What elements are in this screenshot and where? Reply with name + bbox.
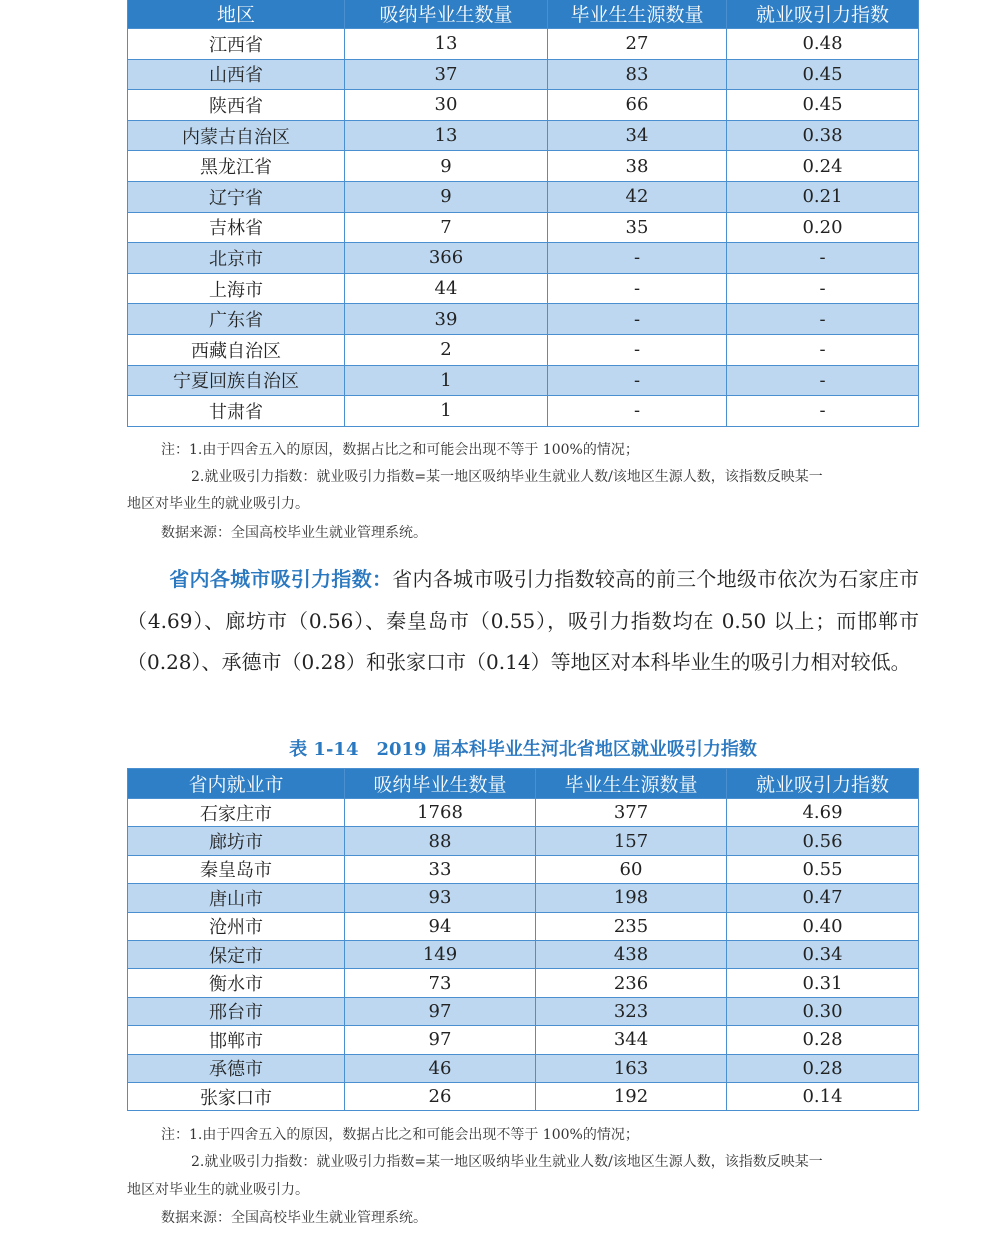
- column-header: 毕业生生源数量: [536, 769, 727, 799]
- table-cell: 34: [548, 120, 727, 151]
- table-cell: 邢台市: [128, 997, 345, 1025]
- table-row: [128, 120, 919, 151]
- table-row: [128, 799, 919, 827]
- paragraph-body: 省内各城市吸引力指数较高的前三个地级市依次为石家庄市（4.69）、廊坊市（0.56）、秦皇岛市（0.55），吸引力指数均在 0.50 以上；而邯郸市（0.28）、承德市（0.28）和张家口市（0.14）等地区对本科毕业生的吸引力相对较低。: [127, 567, 920, 674]
- table-cell: 沧州市: [128, 912, 345, 940]
- table-cell: 42: [548, 181, 727, 212]
- table-cell: 山西省: [128, 59, 345, 90]
- table-cell: 内蒙古自治区: [128, 120, 345, 151]
- table-cell: 39: [345, 304, 548, 335]
- table2-note-2: 2.就业吸引力指数：就业吸引力指数=某一地区吸纳毕业生就业人数/该地区生源人数，该指数反映某一: [191, 1154, 823, 1170]
- table-body: [128, 29, 919, 427]
- table-cell: 秦皇岛市: [128, 855, 345, 883]
- table-row: [128, 940, 919, 968]
- table-cell: 9: [345, 151, 548, 182]
- table-cell: 江西省: [128, 29, 345, 60]
- table-cell: 0.45: [727, 90, 919, 121]
- table-cell: 149: [345, 940, 536, 968]
- table-cell: 0.21: [727, 181, 919, 212]
- table-cell: 30: [345, 90, 548, 121]
- table-cell: 7: [345, 212, 548, 243]
- table-cell: -: [548, 396, 727, 427]
- table-cell: 上海市: [128, 273, 345, 304]
- table-cell: 46: [345, 1054, 536, 1082]
- table-cell: 344: [536, 1026, 727, 1054]
- table-cell: 0.47: [727, 884, 919, 912]
- hebei-city-attraction-table: [127, 768, 919, 1111]
- table-row: [128, 273, 919, 304]
- table-cell: 黑龙江省: [128, 151, 345, 182]
- table-cell: 衡水市: [128, 969, 345, 997]
- table-cell: 保定市: [128, 940, 345, 968]
- table-cell: 0.34: [727, 940, 919, 968]
- table-cell: 438: [536, 940, 727, 968]
- table-cell: 廊坊市: [128, 827, 345, 855]
- column-header: 省内就业市: [128, 769, 345, 799]
- table-cell: 0.38: [727, 120, 919, 151]
- table-cell: 73: [345, 969, 536, 997]
- table-cell: 163: [536, 1054, 727, 1082]
- table-row: [128, 365, 919, 396]
- table-cell: 宁夏回族自治区: [128, 365, 345, 396]
- table-cell: 0.14: [727, 1082, 919, 1110]
- table-row: [128, 884, 919, 912]
- table-header-row: [128, 0, 919, 29]
- table-row: [128, 243, 919, 274]
- table-header-row: [128, 769, 919, 799]
- table-cell: -: [548, 304, 727, 335]
- column-header: 吸纳毕业生数量: [345, 0, 548, 29]
- table-cell: 192: [536, 1082, 727, 1110]
- table-cell: 北京市: [128, 243, 345, 274]
- table-cell: 83: [548, 59, 727, 90]
- table-cell: 94: [345, 912, 536, 940]
- table-cell: -: [548, 243, 727, 274]
- table-cell: 93: [345, 884, 536, 912]
- table1-source: 数据来源：全国高校毕业生就业管理系统。: [161, 525, 427, 541]
- table-cell: 石家庄市: [128, 799, 345, 827]
- column-header: 地区: [128, 0, 345, 29]
- table-row: [128, 1054, 919, 1082]
- table-row: [128, 151, 919, 182]
- table-row: [128, 912, 919, 940]
- table-cell: 0.31: [727, 969, 919, 997]
- table-cell: 0.30: [727, 997, 919, 1025]
- table1-note-2: 2.就业吸引力指数：就业吸引力指数=某一地区吸纳毕业生就业人数/该地区生源人数，该指数反映某一: [191, 469, 823, 485]
- table-cell: 0.40: [727, 912, 919, 940]
- table-cell: 97: [345, 1026, 536, 1054]
- table-cell: 13: [345, 29, 548, 60]
- table-row: [128, 334, 919, 365]
- table-cell: 吉林省: [128, 212, 345, 243]
- table-row: [128, 90, 919, 121]
- table-cell: 13: [345, 120, 548, 151]
- table-cell: -: [727, 243, 919, 274]
- table-cell: 辽宁省: [128, 181, 345, 212]
- table-cell: 0.20: [727, 212, 919, 243]
- table-cell: 张家口市: [128, 1082, 345, 1110]
- table-cell: 甘肃省: [128, 396, 345, 427]
- table-cell: 邯郸市: [128, 1026, 345, 1054]
- column-header: 就业吸引力指数: [727, 769, 919, 799]
- table-cell: -: [727, 396, 919, 427]
- table-cell: 9: [345, 181, 548, 212]
- table2-note-1: 注：1.由于四舍五入的原因，数据占比之和可能会出现不等于 100%的情况；: [161, 1127, 639, 1143]
- table-cell: 1: [345, 365, 548, 396]
- table-cell: 97: [345, 997, 536, 1025]
- table-cell: -: [727, 365, 919, 396]
- table-cell: 377: [536, 799, 727, 827]
- table-cell: 广东省: [128, 304, 345, 335]
- table-cell: 27: [548, 29, 727, 60]
- table-cell: -: [548, 273, 727, 304]
- table-cell: 60: [536, 855, 727, 883]
- table2-caption: 表 1-14 2019 届本科毕业生河北省地区就业吸引力指数: [289, 739, 757, 760]
- table-row: [128, 59, 919, 90]
- table-row: [128, 1026, 919, 1054]
- table-cell: -: [727, 334, 919, 365]
- table-row: [128, 29, 919, 60]
- table-cell: 0.56: [727, 827, 919, 855]
- table1-note-1: 注：1.由于四舍五入的原因，数据占比之和可能会出现不等于 100%的情况；: [161, 442, 639, 458]
- table-cell: 0.48: [727, 29, 919, 60]
- table-cell: -: [548, 365, 727, 396]
- table-cell: 4.69: [727, 799, 919, 827]
- table-cell: 2: [345, 334, 548, 365]
- table-cell: 44: [345, 273, 548, 304]
- table-row: [128, 304, 919, 335]
- table-cell: 0.55: [727, 855, 919, 883]
- table-cell: -: [548, 334, 727, 365]
- table-cell: 0.28: [727, 1026, 919, 1054]
- table-cell: 陕西省: [128, 90, 345, 121]
- table-cell: -: [727, 273, 919, 304]
- table-row: [128, 855, 919, 883]
- table-row: [128, 212, 919, 243]
- table-cell: 198: [536, 884, 727, 912]
- table-row: [128, 827, 919, 855]
- region-attraction-table: [127, 0, 919, 427]
- column-header: 吸纳毕业生数量: [345, 769, 536, 799]
- table-row: [128, 997, 919, 1025]
- table-row: [128, 181, 919, 212]
- table-cell: 323: [536, 997, 727, 1025]
- table2-source: 数据来源：全国高校毕业生就业管理系统。: [161, 1210, 427, 1226]
- table-cell: -: [727, 304, 919, 335]
- table-cell: 37: [345, 59, 548, 90]
- table-cell: 0.28: [727, 1054, 919, 1082]
- table1-note-3: 地区对毕业生的就业吸引力。: [127, 496, 309, 512]
- paragraph-lead: 省内各城市吸引力指数：: [169, 567, 393, 591]
- table-cell: 88: [345, 827, 536, 855]
- table-cell: 38: [548, 151, 727, 182]
- table-cell: 西藏自治区: [128, 334, 345, 365]
- table-cell: 157: [536, 827, 727, 855]
- table-body: [128, 799, 919, 1111]
- table-cell: 1: [345, 396, 548, 427]
- table-cell: 1768: [345, 799, 536, 827]
- table-cell: 366: [345, 243, 548, 274]
- table-cell: 26: [345, 1082, 536, 1110]
- table2-note-3: 地区对毕业生的就业吸引力。: [127, 1182, 309, 1198]
- table-cell: 236: [536, 969, 727, 997]
- column-header: 毕业生生源数量: [548, 0, 727, 29]
- table-row: [128, 396, 919, 427]
- table-cell: 0.24: [727, 151, 919, 182]
- table-cell: 0.45: [727, 59, 919, 90]
- analysis-paragraph: [127, 559, 919, 684]
- table-cell: 唐山市: [128, 884, 345, 912]
- table-row: [128, 969, 919, 997]
- column-header: 就业吸引力指数: [727, 0, 919, 29]
- table-row: [128, 1082, 919, 1110]
- table-cell: 33: [345, 855, 536, 883]
- table-cell: 66: [548, 90, 727, 121]
- table-cell: 35: [548, 212, 727, 243]
- table-cell: 235: [536, 912, 727, 940]
- table-cell: 承德市: [128, 1054, 345, 1082]
